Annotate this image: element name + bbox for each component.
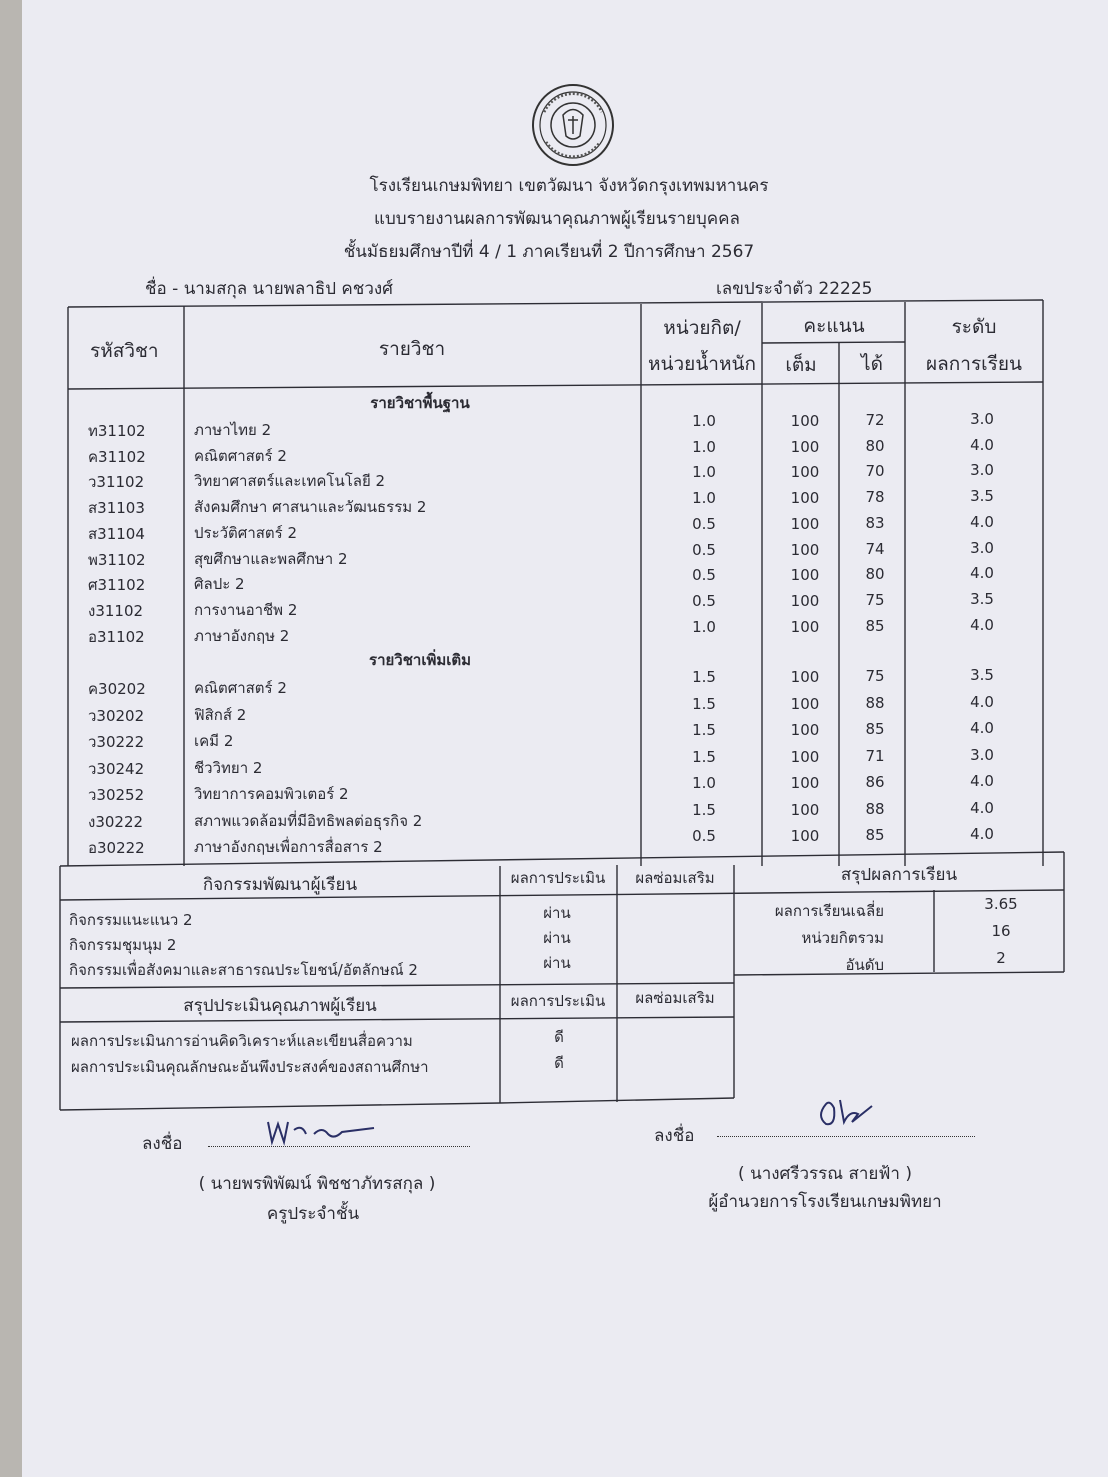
subject-code: ว30202 <box>88 706 145 725</box>
subject-credit: 1.0 <box>692 437 716 456</box>
subject-grade: 3.0 <box>970 410 994 428</box>
subject-name: วิทยาการคอมพิวเตอร์ 2 <box>194 785 349 803</box>
quality-title: สรุปประเมินคุณภาพผู้เรียน <box>183 996 377 1016</box>
subject-credit: 1.5 <box>692 668 716 686</box>
activity-name: กิจกรรมเพื่อสังคมาและสาธารณประโยชน์/อัตลักษณ์ 2 <box>69 961 418 979</box>
subject-code: ท31102 <box>88 422 146 440</box>
activity-name: กิจกรรมแนะแนว 2 <box>69 911 193 929</box>
director-sign-line <box>717 1136 975 1137</box>
activities-remedial-header: ผลซ่อมเสริม <box>635 869 715 887</box>
subject-name: ฟิสิกส์ 2 <box>194 705 247 724</box>
summary-title: สรุปผลการเรียน <box>840 865 958 885</box>
subject-credit: 0.5 <box>692 514 716 533</box>
subject-got-score: 80 <box>865 436 885 455</box>
school-line: โรงเรียนเกษมพิทยา เขตวัฒนา จังหวัดกรุงเทพมหานคร <box>369 176 769 196</box>
quality-result-header: ผลการประเมิน <box>510 992 606 1010</box>
student-name: ชื่อ - นามสกุล นายพลาธิป คชวงศ์ <box>145 279 393 299</box>
summary-value: 3.65 <box>984 895 1018 913</box>
subject-code: ส31104 <box>88 524 145 543</box>
subject-credit: 1.0 <box>692 617 716 636</box>
subject-got-score: 80 <box>865 565 885 584</box>
header-level: ระดับ <box>951 316 997 338</box>
subject-full-score: 100 <box>790 721 820 739</box>
quality-result: ดี <box>554 1028 564 1046</box>
subject-full-score: 100 <box>790 800 820 819</box>
subject-name: การงานอาชีพ 2 <box>194 600 298 619</box>
subject-grade: 4.0 <box>970 692 994 711</box>
quality-remedial-header: ผลซ่อมเสริม <box>635 989 715 1007</box>
subject-got-score: 83 <box>865 513 885 532</box>
subject-credit: 0.5 <box>692 591 716 610</box>
quality-result: ดี <box>554 1054 564 1072</box>
subject-full-score: 100 <box>790 694 820 713</box>
subject-got-score: 75 <box>865 667 885 685</box>
basic-subjects-title: รายวิชาพื้นฐาน <box>370 394 470 412</box>
subject-full-score: 100 <box>790 774 820 792</box>
subject-name: คณิตศาสตร์ 2 <box>194 446 287 465</box>
subject-grade: 3.0 <box>970 745 994 764</box>
subject-got-score: 71 <box>865 746 885 765</box>
teacher-name: ( นายพรพิพัฒน์ พิชชาภัทรสกุล ) <box>198 1174 436 1194</box>
subject-full-score: 100 <box>790 747 820 766</box>
subject-name: ภาษาไทย 2 <box>194 421 272 439</box>
subject-code: ค31102 <box>88 447 146 466</box>
subject-full-score: 100 <box>790 591 820 610</box>
subject-got-score: 85 <box>865 720 885 738</box>
subject-grade: 3.0 <box>970 538 994 557</box>
subject-got-score: 72 <box>865 411 885 429</box>
activity-name: กิจกรรมชุมนุม 2 <box>69 936 177 954</box>
table-grid <box>22 0 1108 1477</box>
subject-grade: 3.0 <box>970 461 994 480</box>
activity-result: ผ่าน <box>543 904 571 922</box>
subject-credit: 1.5 <box>692 694 716 713</box>
subject-grade: 3.5 <box>970 487 994 506</box>
quality-name: ผลการประเมินคุณลักษณะอันพึงประสงค์ของสถานศึกษา <box>71 1058 429 1076</box>
subject-credit: 0.5 <box>692 540 716 559</box>
subject-name: คณิตศาสตร์ 2 <box>194 679 287 697</box>
subject-full-score: 100 <box>790 617 820 636</box>
subject-got-score: 88 <box>865 693 885 712</box>
class-line: ชั้นมัธยมศึกษาปีที่ 4 / 1 ภาคเรียนที่ 2 ปีการศึกษา 2567 <box>343 242 755 262</box>
teacher-signature <box>262 1112 382 1152</box>
subject-code: ว30222 <box>88 733 145 751</box>
activity-result: ผ่าน <box>543 929 571 947</box>
subject-grade: 4.0 <box>970 564 994 583</box>
subject-credit: 1.0 <box>692 412 716 430</box>
subject-grade: 3.5 <box>970 666 994 684</box>
subject-full-score: 100 <box>790 566 820 585</box>
subject-name: สภาพแวดล้อมที่มีอิทธิพลต่อธุรกิจ 2 <box>194 811 423 830</box>
director-name: ( นางศรีวรรณ สายฟ้า ) <box>738 1164 912 1184</box>
subject-credit: 1.0 <box>692 774 716 792</box>
quality-name: ผลการประเมินการอ่านคิดวิเคราะห์และเขียนสื่อความ <box>71 1032 413 1050</box>
subject-full-score: 100 <box>790 827 820 845</box>
subject-code: พ31102 <box>88 550 146 569</box>
subject-code: ค30202 <box>88 680 146 698</box>
header-credit: หน่วยกิต/ <box>663 317 741 339</box>
activities-title: กิจกรรมพัฒนาผู้เรียน <box>202 875 358 895</box>
header-credit-weight: หน่วยน้ำหนัก <box>648 353 756 375</box>
subject-code: ศ31102 <box>88 576 146 595</box>
subject-full-score: 100 <box>790 489 820 508</box>
subject-grade: 4.0 <box>970 435 994 454</box>
header-score: คะแนน <box>803 315 865 337</box>
subject-full-score: 100 <box>790 668 820 686</box>
subject-got-score: 85 <box>865 616 885 635</box>
subject-full-score: 100 <box>790 514 820 533</box>
report-paper <box>22 0 1108 1477</box>
summary-label: อันดับ <box>845 956 884 974</box>
subject-got-score: 78 <box>865 488 885 507</box>
subject-credit: 1.5 <box>692 747 716 766</box>
subject-grade: 4.0 <box>970 798 994 817</box>
subject-grade: 4.0 <box>970 825 994 843</box>
subject-credit: 0.5 <box>692 566 716 585</box>
extra-subjects-title: รายวิชาเพิ่มเติม <box>369 651 471 669</box>
subject-got-score: 75 <box>865 590 885 609</box>
subject-code: อ30222 <box>88 839 145 857</box>
director-role: ผู้อำนวยการโรงเรียนเกษมพิทยา <box>708 1192 942 1212</box>
student-id: เลขประจำตัว 22225 <box>716 279 873 299</box>
subject-name: ภาษาอังกฤษเพื่อการสื่อสาร 2 <box>194 838 383 856</box>
subject-credit: 1.5 <box>692 800 716 819</box>
subject-code: ว30242 <box>88 759 145 778</box>
teacher-role: ครูประจำชั้น <box>266 1204 360 1224</box>
summary-label: ผลการเรียนเฉลี่ย <box>774 902 884 920</box>
subject-name: ประวัติศาสตร์ 2 <box>194 523 298 542</box>
subject-grade: 4.0 <box>970 512 994 531</box>
header-got-score: ได้ <box>861 353 883 375</box>
subject-grade: 3.5 <box>970 589 994 608</box>
report-title: แบบรายงานผลการพัฒนาคุณภาพผู้เรียนรายบุคคล <box>374 209 740 229</box>
subject-name: เคมี 2 <box>194 732 234 750</box>
subject-grade: 4.0 <box>970 615 994 634</box>
subject-credit: 1.0 <box>692 463 716 482</box>
summary-value: 16 <box>991 922 1011 940</box>
subject-full-score: 100 <box>790 540 820 559</box>
subject-credit: 1.5 <box>692 721 716 739</box>
subject-code: ส31103 <box>88 499 145 518</box>
subject-code: อ31102 <box>88 627 145 646</box>
header-level-result: ผลการเรียน <box>926 353 1022 375</box>
subject-full-score: 100 <box>790 412 820 430</box>
subject-name: สุขศึกษาและพลศึกษา 2 <box>194 549 348 568</box>
subject-code: ง31102 <box>88 601 144 620</box>
activity-result: ผ่าน <box>543 954 571 972</box>
activities-result-header: ผลการประเมิน <box>510 869 606 887</box>
header-subject: รายวิชา <box>378 338 446 360</box>
subject-code: ว31102 <box>88 473 145 492</box>
subject-grade: 4.0 <box>970 772 994 790</box>
subject-got-score: 74 <box>865 539 885 558</box>
summary-label: หน่วยกิตรวม <box>801 929 884 947</box>
subject-name: ชีววิทยา 2 <box>194 758 263 777</box>
subject-full-score: 100 <box>790 463 820 482</box>
subject-grade: 4.0 <box>970 719 994 737</box>
subject-name: ภาษาอังกฤษ 2 <box>194 626 290 645</box>
subject-full-score: 100 <box>790 437 820 456</box>
subject-credit: 1.0 <box>692 489 716 508</box>
subject-credit: 0.5 <box>692 827 716 845</box>
director-signature <box>812 1092 892 1132</box>
subject-got-score: 88 <box>865 799 885 818</box>
header-full-score: เต็ม <box>785 354 817 376</box>
teacher-sign-label: ลงชื่อ <box>142 1134 183 1154</box>
header-code: รหัสวิชา <box>90 340 159 362</box>
subject-name: ศิลปะ 2 <box>194 575 245 594</box>
subject-code: ง30222 <box>88 812 144 831</box>
subject-got-score: 70 <box>865 462 885 481</box>
summary-value: 2 <box>996 949 1006 967</box>
subject-got-score: 86 <box>865 773 885 791</box>
subject-code: ว30252 <box>88 786 145 804</box>
subject-name: วิทยาศาสตร์และเทคโนโลยี 2 <box>194 472 386 491</box>
subject-name: สังคมศึกษา ศาสนาและวัฒนธรรม 2 <box>194 498 427 517</box>
director-sign-label: ลงชื่อ <box>654 1126 695 1146</box>
subject-got-score: 85 <box>865 826 885 844</box>
